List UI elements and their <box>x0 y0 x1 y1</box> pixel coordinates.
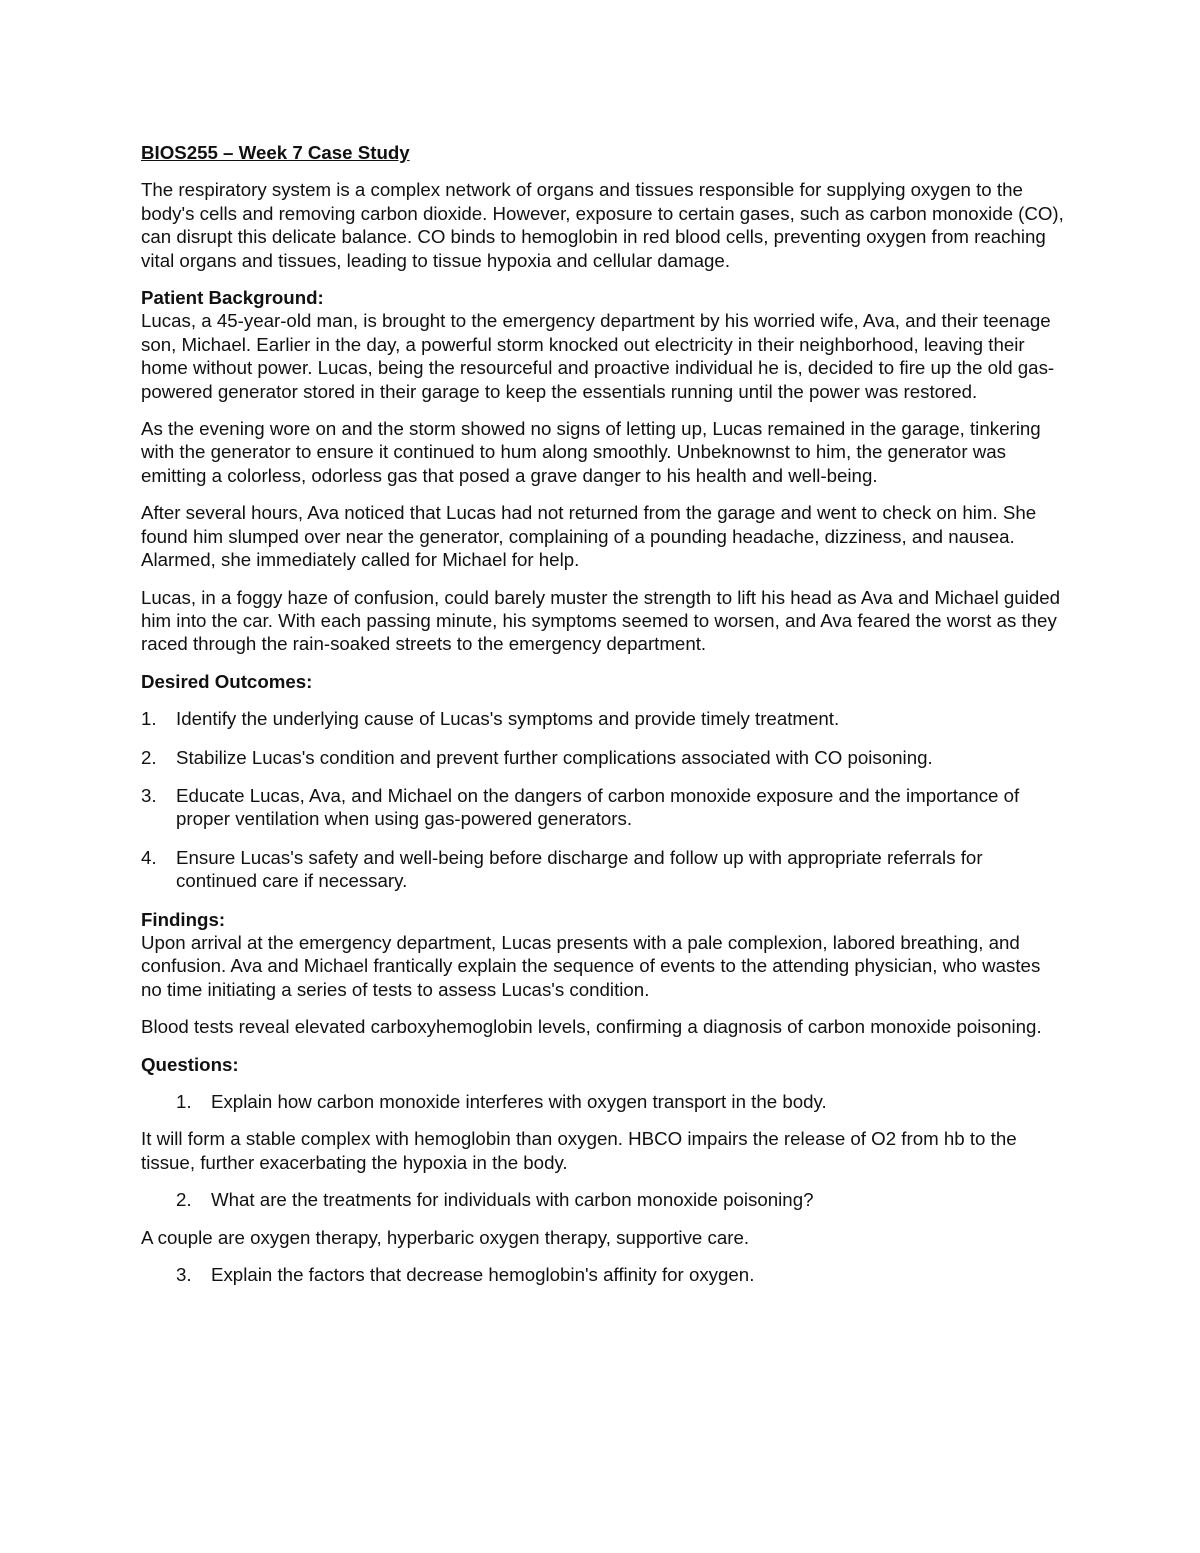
question-number: 2. <box>176 1189 192 1211</box>
background-paragraph-2: As the evening wore on and the storm showed no signs of letting up, Lucas remained in the garage, tinkering with the generator to ensure it continued to hum along smoothly. Unbeknownst to him, the generator was emitting a colorless, odorless gas that posed a grave danger to his health and well-being. <box>141 418 1041 486</box>
intro-paragraph: The respiratory system is a complex network of organs and tissues responsible for supplying oxygen to the body's cells and removing carbon dioxide. However, exposure to certain gases, such as carbon monoxide (CO), can disrupt this delicate balance. CO binds to hemoglobin in red blood cells, preventing oxygen from reaching vital organs and tissues, leading to tissue hypoxia and cellular damage. <box>141 179 1064 271</box>
outcome-number: 3. <box>141 784 157 806</box>
background-paragraph-4: Lucas, in a foggy haze of confusion, could barely muster the strength to lift his head as Ava and Michael guided him into the car. With each passing minute, his symptoms seemed to worsen, and Ava feared the worst as they raced through the rain-soaked streets to the emergency department. <box>141 586 1061 655</box>
question-text: Explain how carbon monoxide interferes with oxygen transport in the body. <box>211 1091 827 1112</box>
question-text: What are the treatments for individuals with carbon monoxide poisoning? <box>211 1189 814 1211</box>
question-item <box>141 1090 1066 1113</box>
findings-heading: Findings: <box>141 908 226 930</box>
document-page <box>141 141 1066 1300</box>
answer-paragraph: A couple are oxygen therapy, hyperbaric oxygen therapy, supportive care. <box>141 1226 750 1248</box>
patient-background-heading: Patient Background: <box>141 287 324 309</box>
outcome-item <box>141 784 1066 831</box>
question-item <box>141 1188 1066 1211</box>
question-number: 3. <box>176 1264 192 1286</box>
answer-paragraph: It will form a stable complex with hemoglobin than oxygen. HBCO impairs the release of O2 from hb to the tissue, further exacerbating the hypoxia in the body. <box>141 1128 1017 1173</box>
outcome-text: Ensure Lucas's safety and well-being before discharge and follow up with appropriate referrals for continued care if necessary. <box>176 846 983 892</box>
outcome-item <box>141 846 1066 893</box>
outcome-text: Identify the underlying cause of Lucas's symptoms and provide timely treatment. <box>176 708 840 730</box>
outcome-text: Stabilize Lucas's condition and prevent further complications associated with CO poisoning. <box>176 746 933 768</box>
question-text: Explain the factors that decrease hemoglobin's affinity for oxygen. <box>211 1264 755 1286</box>
background-paragraph-1: Lucas, a 45-year-old man, is brought to the emergency department by his worried wife, Ava, and their teenage son, Michael. Earlier in the day, a powerful storm knocked out electricity in their neighborhood, leaving their home without power. Lucas, being the resourceful and proactive individual he is, decided to fire up the old gas-powered generator stored in their garage to keep the essentials running until the power was restored. <box>141 310 1055 402</box>
background-paragraph-3: After several hours, Ava noticed that Lucas had not returned from the garage and went to check on him. She found him slumped over near the generator, complaining of a pounding headache, dizziness, and nausea. Alarmed, she immediately called for Michael for help. <box>141 502 1037 571</box>
outcome-item <box>141 707 1066 730</box>
outcome-text: Educate Lucas, Ava, and Michael on the dangers of carbon monoxide exposure and the importance of proper ventilation when using gas-powered generators. <box>176 784 1020 830</box>
question-number: 1. <box>176 1091 192 1112</box>
document-title: BIOS255 – Week 7 Case Study <box>141 142 410 163</box>
desired-outcomes-list <box>141 707 1066 892</box>
outcome-number: 1. <box>141 708 157 730</box>
outcome-number: 4. <box>141 846 157 868</box>
questions-heading: Questions: <box>141 1053 239 1075</box>
findings-paragraph-1: Upon arrival at the emergency department, Lucas presents with a pale complexion, labored breathing, and confusion. Ava and Michael frantically explain the sequence of events to the attending physician, who wastes no time initiating a series of tests to assess Lucas's condition. <box>141 931 1041 1000</box>
question-item <box>141 1263 1066 1286</box>
outcome-item <box>141 746 1066 769</box>
desired-outcomes-heading: Desired Outcomes: <box>141 670 313 692</box>
outcome-number: 2. <box>141 746 157 768</box>
findings-paragraph-2: Blood tests reveal elevated carboxyhemoglobin levels, confirming a diagnosis of carbon monoxide poisoning. <box>141 1016 1042 1038</box>
